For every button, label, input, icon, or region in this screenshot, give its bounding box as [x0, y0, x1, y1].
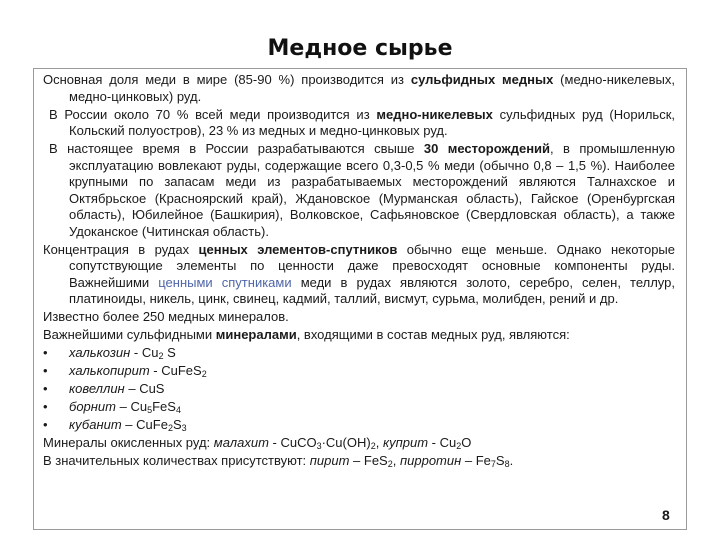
list-item: • кубанит – $CuFe_2S_3$ — [43, 417, 187, 433]
bullet-icon: • — [43, 381, 48, 396]
bullet-icon: • — [43, 345, 48, 360]
paragraph-significant-minerals: В значительных количествах присутствуют: пирит – FeS$_2$, пирротин – $Fe_7S_8$. — [43, 453, 514, 469]
list-item: • халькозин - $Cu_2$ S — [43, 345, 176, 361]
bullet-icon: • — [43, 363, 48, 378]
list-item: • ковеллин – CuS — [43, 381, 165, 396]
paragraph-copper-share: Основная доля меди в мире (85-90 %) производится из сульфидных медных (медно-никелевых, медно-цинковых) руд. — [43, 72, 675, 104]
paragraph-mineral-count: Известно более 250 медных минералов. — [43, 309, 289, 324]
emphasis-minerals: минералами — [215, 327, 297, 342]
bullet-icon: • — [43, 417, 48, 432]
mineral-name: борнит — [69, 399, 116, 414]
paragraph-oxidized-minerals: Минералы окисленных руд: малахит - $CuCO_3\cdot Cu(OH)_2$, куприт - $Cu_2O$ — [43, 435, 472, 451]
page-title: Медное сырье — [267, 36, 453, 61]
paragraph-satellites: Концентрация в рудах ценных элементов-спутников обычно еще меньше. Однако некоторые сопутствующие элементы по ценности даже превосходят основные компоненты руды. Важнейшими ценными спутниками меди в рудах являются золото, серебро, селен, теллур, платиноиды, никель, цинк, свинец, кадмий, таллий, висмут, сурьма, молибден, рений и др. — [43, 241, 675, 306]
mineral-name: кубанит — [69, 417, 122, 432]
paragraph-russia-share: В России около 70 % всей меди производится из медно-никелевых сульфидных руд (Норильск, Кольский полуостров), 23 % из медных и медно-цинковых руд. — [49, 106, 676, 138]
paragraph-sulfide-minerals: Важнейшими сульфидными минералами, входящими в состав медных руд, являются: — [43, 327, 570, 342]
highlight-valuable-satellites: ценными спутниками — [158, 274, 292, 290]
emphasis-satellite-elements: ценных элементов-спутников — [198, 241, 398, 257]
list-item: • халькопирит - CuFeS$_2$ — [43, 363, 207, 379]
document-body — [43, 72, 675, 471]
page-number: 8 — [662, 507, 670, 523]
mineral-name: халькопирит — [69, 363, 150, 378]
emphasis-sulfide: сульфидных медных — [410, 72, 554, 87]
bullet-icon: • — [43, 399, 48, 414]
paragraph-deposits: В настоящее время в России разрабатываются свыше 30 месторождений, в промышленную эксплуатацию вовлекают руды, содержащие всего 0,3-0,5 % меди (обычно 0,8 – 1,5 %). Наиболее крупными по запасам меди из разрабатываемых месторождений являются Талнахское и Октябрьское (Красноярский край), Ждановское (Мурманская область), Гайское (Оренбургская область), Юбилейное (Башкирия), Волковское, Сафьяновское (Свердловская область), а также Удоканское (Читинская область). — [49, 141, 675, 239]
mineral-name: халькозин — [69, 345, 131, 360]
emphasis-copper-nickel: медно-никелевых — [376, 106, 493, 122]
mineral-name: ковеллин — [69, 381, 125, 396]
emphasis-deposits: 30 месторождений — [423, 141, 551, 156]
list-item: • борнит – $Cu_5FeS_4$ — [43, 399, 181, 415]
